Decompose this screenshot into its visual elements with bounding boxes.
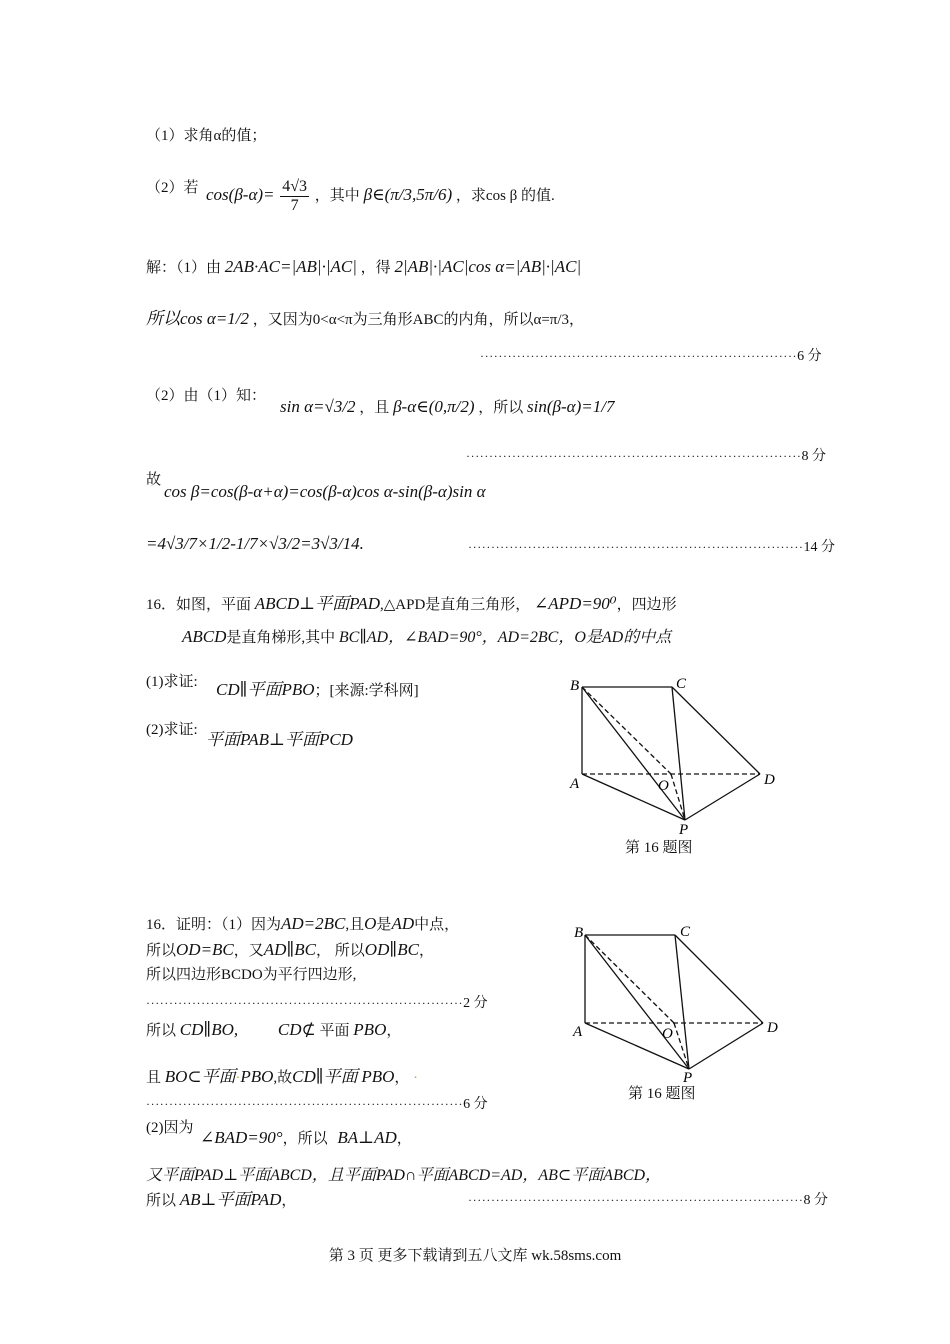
part2-frac-den: 7	[290, 197, 299, 215]
sol-get: ，得	[360, 260, 391, 276]
q16-p1	[216, 680, 419, 701]
proof-l4-d: 平面	[319, 1023, 350, 1039]
part2-question	[146, 178, 199, 198]
proof-l6-a: (2)因为	[146, 1120, 194, 1136]
proof-l1-b: AD=2BC	[281, 914, 346, 933]
proof-l1-d: O	[364, 914, 377, 933]
proof-l4-b: CD∥BO,	[179, 1020, 239, 1039]
fig1-label-p: P	[679, 822, 689, 838]
score-14: 14 分	[803, 540, 836, 555]
proof-l4-e: PBO	[353, 1020, 387, 1039]
q16-line1-c: ,△APD是直角三角形，	[380, 597, 531, 613]
page-footer: 第 3 页 更多下载请到五八文库 wk.58sms.com	[328, 1248, 622, 1264]
fig2-label-o: O	[662, 1026, 673, 1042]
q16-line1-a: 16．如图，平面	[146, 597, 252, 613]
sol-line2-a: 所以cos α=1/2	[146, 309, 250, 328]
proof-line5	[146, 1067, 418, 1089]
fig1-label-o: O	[658, 778, 669, 794]
sol-eq2: 2|AB|·|AC|cos α=|AB|·|AC|	[394, 257, 582, 276]
figure-16-proof	[565, 918, 795, 1088]
proof-l6-e: ，	[396, 1131, 412, 1147]
proof-line4	[146, 1020, 401, 1041]
proof-l1-c: ,且	[345, 917, 365, 933]
fig2-label-a: A	[573, 1024, 583, 1040]
proof-l5-g: ，	[394, 1070, 410, 1086]
proof-l8-a: 所以	[146, 1193, 177, 1209]
cos-expand: cos β=cos(β-α+α)=cos(β-α)cos α-sin(β-α)sin α	[164, 482, 486, 501]
score-6: 6 分	[797, 349, 822, 364]
q16-p1-label: (1)求证:	[146, 674, 198, 690]
proof-l4-f: ，	[386, 1023, 402, 1039]
proof-line8	[146, 1190, 296, 1211]
proof-l2-c: ，又	[233, 943, 264, 959]
q16-line2-c: BC∥AD，∠BAD=90°，AD=2BC，O是AD的中点	[338, 629, 672, 646]
part2-mid: ，其中	[314, 188, 360, 204]
fig2-label-d: D	[767, 1020, 778, 1036]
score-8b: 8 分	[803, 1193, 829, 1208]
q16-p2-label: (2)求证:	[146, 722, 198, 738]
proof-l4-a: 所以	[146, 1023, 177, 1039]
proof-l1-e: 是	[376, 917, 392, 933]
proof-line2	[146, 940, 434, 961]
solution2-line1	[280, 394, 614, 421]
fig1-label-b: B	[570, 678, 580, 694]
score-2: 2 分	[463, 996, 488, 1011]
fig1-label-a: A	[570, 776, 580, 792]
part2-suffix: ，求cos β 的值.	[455, 188, 555, 204]
figure-caption-1: 第 16 题图	[625, 840, 693, 856]
proof-l5-d: ,故	[273, 1070, 293, 1086]
score-8: 8 分	[801, 449, 827, 464]
q16-p1-stmt: CD∥平面PBO	[216, 680, 315, 699]
score-dots-6b: ·····································································6 分	[146, 1097, 488, 1112]
proof-l8-b: AB⊥平面PAD	[179, 1190, 282, 1209]
sol2-sinval: sin(β-α)=1/7	[527, 397, 615, 416]
score-dots-8: ·········································································8 分	[466, 449, 827, 464]
fig2-label-c: C	[680, 924, 691, 940]
part2-cos: cos(β-α)=	[206, 185, 275, 204]
fig1-label-d: D	[764, 772, 775, 788]
q16-line2	[182, 624, 671, 651]
score-6b: 6 分	[463, 1097, 488, 1112]
fig2-label-b: B	[574, 925, 584, 941]
sol-line2-b: ，又因为0<α<π为三角形ABC的内角，所以α=π/3，	[252, 312, 585, 328]
final-calc: =4√3/7×1/2-1/7×√3/2=3√3/14.	[146, 534, 364, 553]
q16-p1-src: ；[来源:学科网]	[314, 683, 419, 699]
fig2-label-p: P	[683, 1070, 693, 1086]
q16-line1-e: ，四边形	[616, 597, 677, 613]
sol2-label: （2）由（1）知：	[146, 388, 267, 404]
proof-l2-f: OD∥BC	[364, 940, 419, 959]
sol2-range: β-α∈(0,π/2)	[393, 397, 475, 416]
proof-l2-e: ， 所以	[316, 943, 365, 959]
proof-l1-g: 中点，	[414, 917, 460, 933]
proof-l2-b: OD=BC	[176, 940, 234, 959]
q16-p2-stmt: 平面PAB⊥平面PCD	[206, 730, 353, 749]
proof-l1-f: AD	[391, 914, 415, 933]
q16-line2-a: ABCD	[182, 627, 227, 646]
part2-fraction	[280, 178, 309, 215]
proof-l2-g: ，	[418, 943, 434, 959]
part2-prefix: （2）若	[146, 180, 199, 196]
solution1-line2	[146, 306, 584, 333]
part1-question: （1）求角α的值；	[146, 128, 267, 144]
sol-eq1: 2AB·AC=|AB|·|AC|	[224, 257, 357, 276]
proof-line1	[146, 914, 459, 935]
part2-formula	[206, 175, 555, 216]
proof-l5-a: 且	[146, 1070, 162, 1086]
gu: 故	[146, 472, 162, 488]
sol2-and: ，且	[359, 400, 390, 416]
proof-l5-f: PBO	[361, 1067, 395, 1086]
score-dots-8b: ·········································································8 分	[468, 1193, 829, 1208]
proof-l2-a: 所以	[146, 943, 177, 959]
solution1-line1	[146, 254, 581, 281]
proof-l6-c: ，所以	[282, 1131, 328, 1147]
proof-l2-d: AD∥BC	[263, 940, 317, 959]
q16-line2-b: 是直角梯形,其中	[226, 630, 336, 646]
proof-l1-a: 16．证明：（1）因为	[146, 917, 282, 933]
proof-l5-e: CD∥平面	[292, 1067, 358, 1086]
part2-frac-num: 4√3	[282, 178, 308, 196]
fig1-label-c: C	[676, 676, 687, 692]
score-dots-14: ·········································································14 分	[468, 540, 836, 555]
proof-l6-b: ∠BAD=90°	[200, 1128, 283, 1147]
q16-line1	[146, 594, 677, 615]
stray-mark-2: ·	[413, 1071, 418, 1086]
proof-l8-c: ，	[281, 1193, 297, 1209]
sol2-sin: sin α=√3/2	[280, 397, 356, 416]
proof-l5-b: BO⊂平面	[164, 1067, 236, 1086]
q16-line1-d: ∠APD=90⁰	[534, 594, 617, 613]
stray-mark-1: ·	[235, 1071, 241, 1086]
sol2-so: ，所以	[478, 400, 524, 416]
score-dots-2: ·····································································2 分	[146, 996, 488, 1011]
q16-line1-b: ABCD⊥平面PAD	[254, 594, 380, 613]
proof-line7: 又平面PAD⊥平面ABCD，且平面PAD∩平面ABCD=AD，AB⊂平面ABCD，	[146, 1167, 662, 1184]
sol-label: 解：（1）由	[146, 260, 222, 276]
proof-line6	[200, 1128, 412, 1149]
proof-l5-c: PBO	[240, 1067, 274, 1086]
part2-beta-range: β∈(π/3,5π/6)	[363, 185, 453, 204]
proof-l4-c: CD⊄	[277, 1020, 316, 1039]
proof-line3: 所以四边形BCDO为平行四边形,	[146, 967, 357, 983]
figure-caption-2: 第 16 题图	[628, 1086, 696, 1102]
figure-16-question	[560, 670, 790, 840]
score-dots-6: ·····································································6 分	[480, 349, 822, 364]
proof-l6-d: BA⊥AD	[337, 1128, 397, 1147]
